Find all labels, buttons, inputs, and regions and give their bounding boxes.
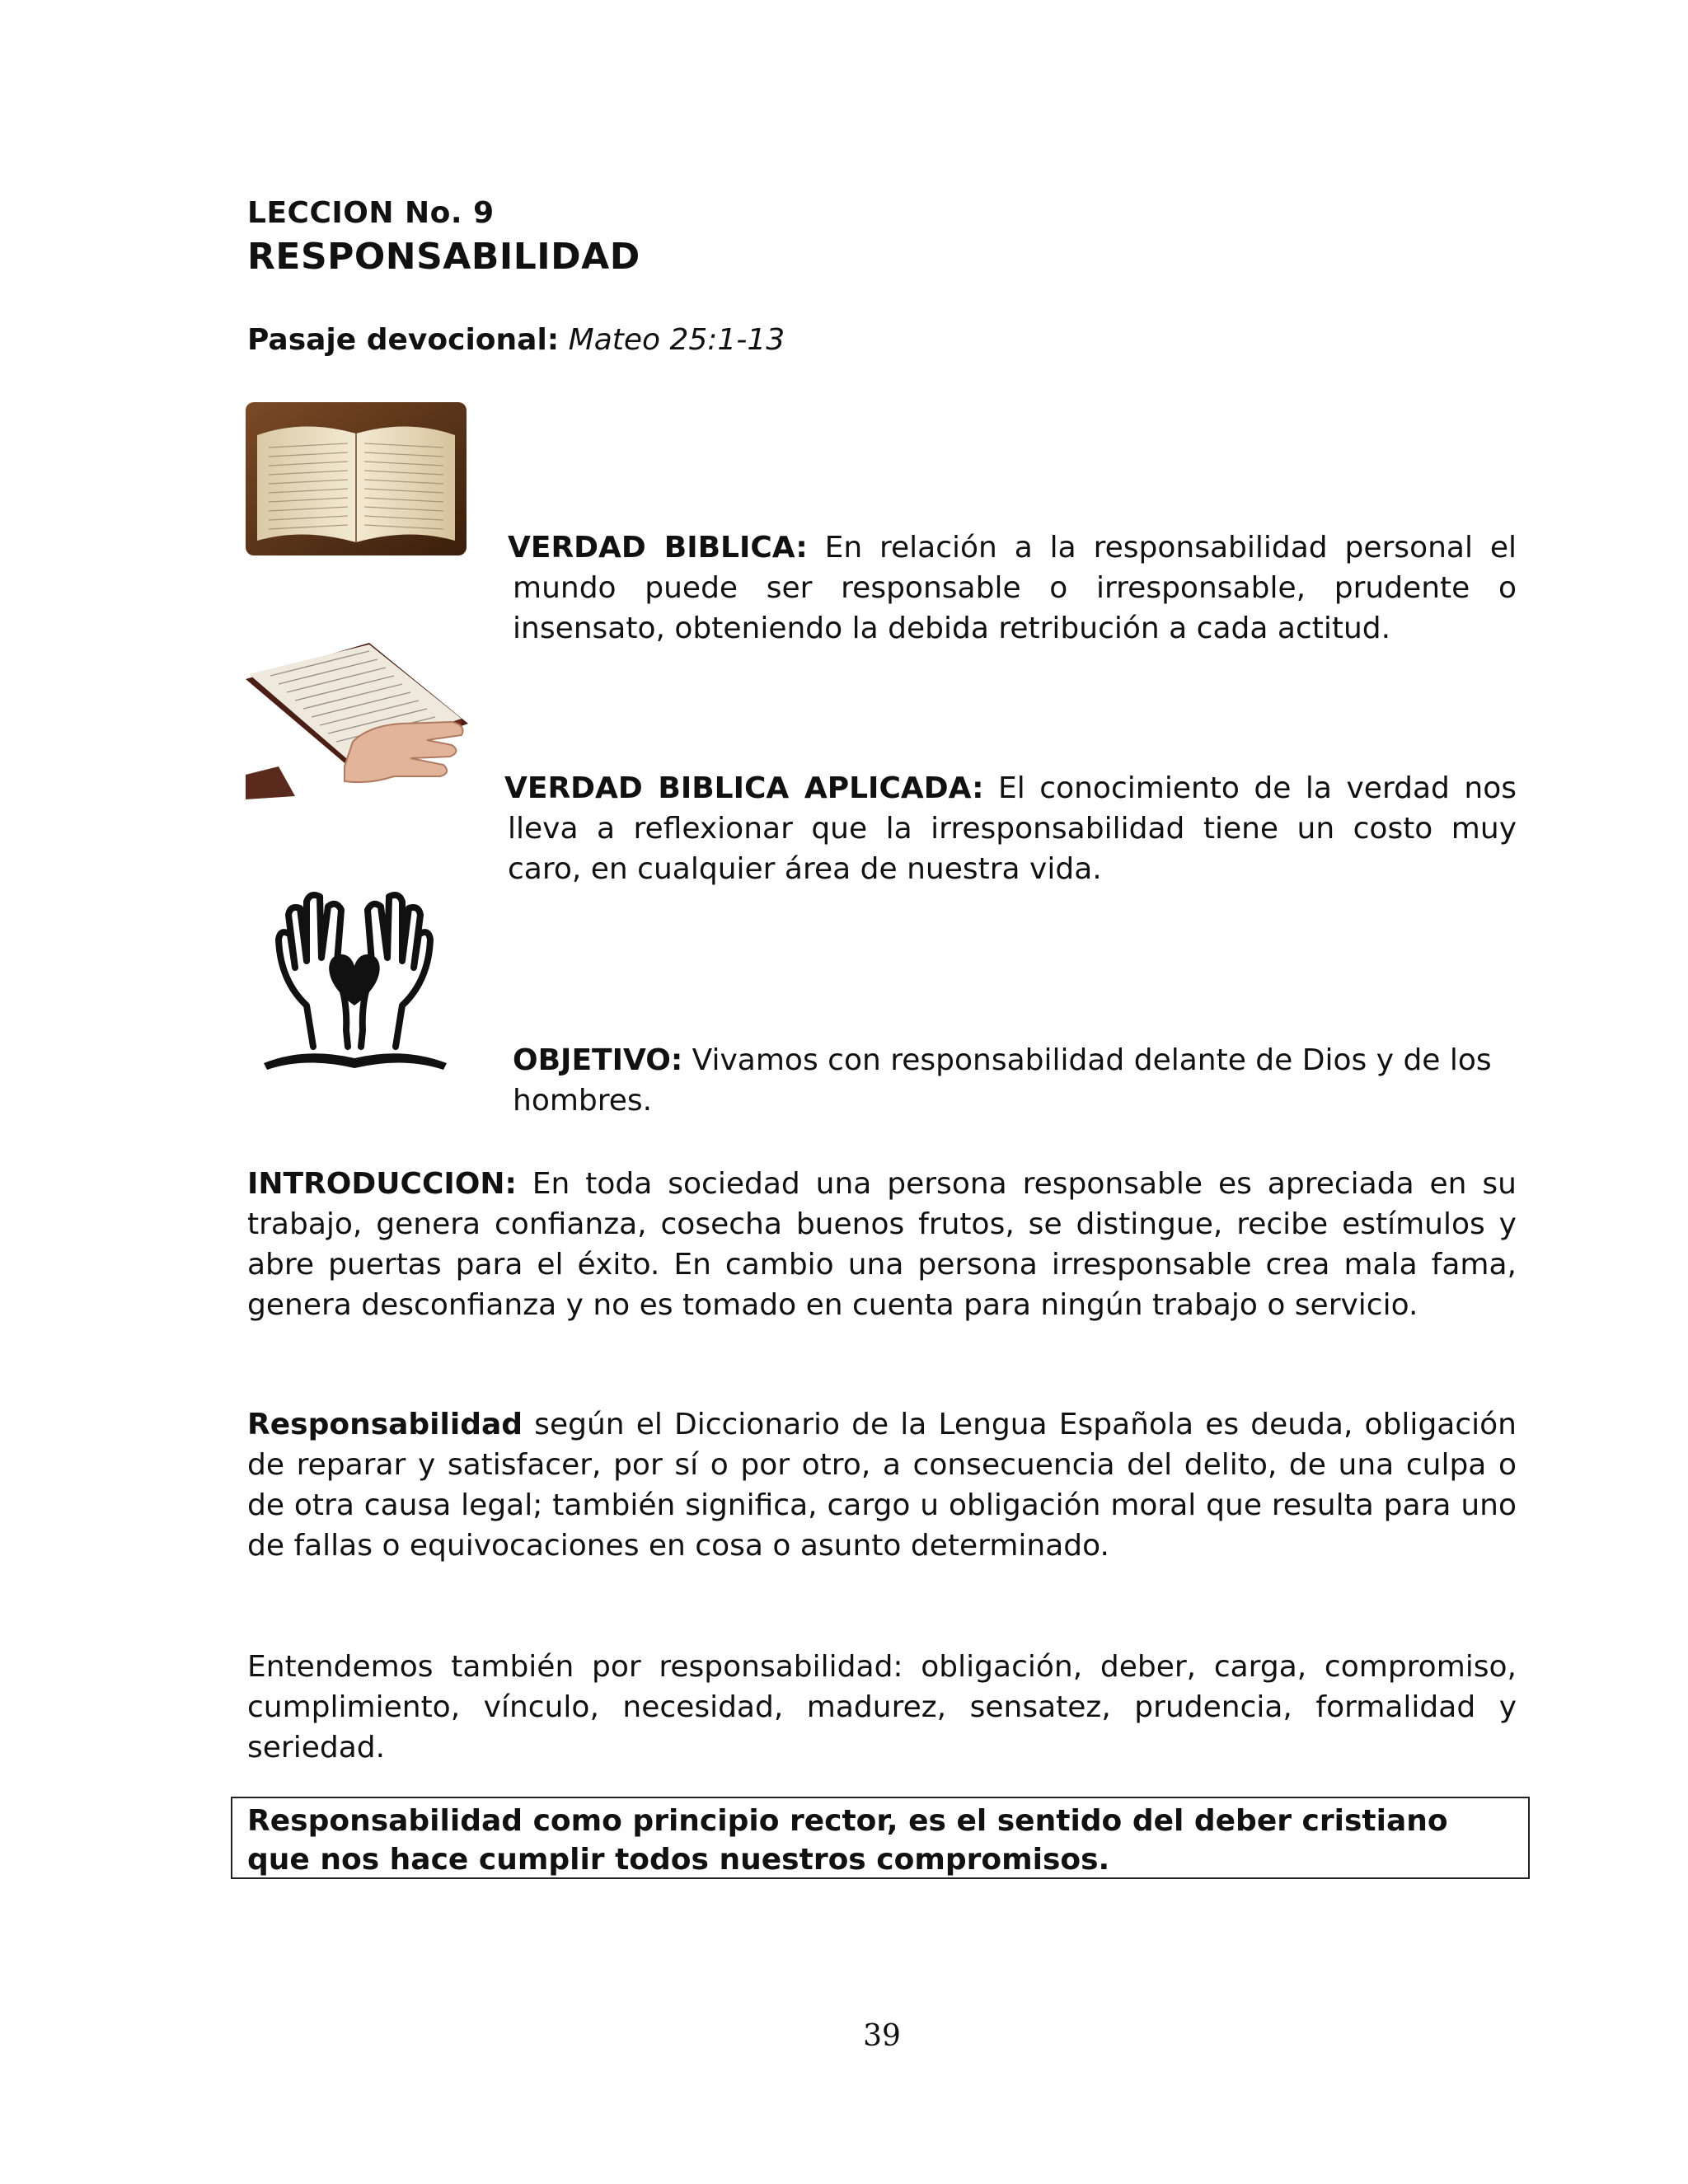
verdad-biblica-label: VERDAD BIBLICA: [508, 531, 808, 565]
introduccion-label: INTRODUCCION: [247, 1167, 517, 1201]
guiding-principle-box [231, 1797, 1530, 1879]
verdad-aplicada-section [504, 768, 1517, 889]
introduccion-section [247, 1164, 1517, 1325]
guiding-principle-text: Responsabilidad como principio rector, es el sentido del deber cristiano que nos hace cumplir todos nuestros compromisos. [247, 1804, 1448, 1877]
verdad-aplicada-text: El conocimiento de la verdad nos lleva a reflexionar que la irresponsabilidad tiene un costo muy caro, en cualquier área de nuestra vida. [508, 771, 1517, 886]
entendemos-paragraph: Entendemos también por responsabilidad: obligación, deber, carga, compromiso, cumplimiento, vínculo, necesidad, madurez, sensatez, prudencia, formalidad y seriedad. [247, 1650, 1517, 1765]
lesson-number: LECCION No. 9 [247, 196, 495, 230]
responsabilidad-label: Responsabilidad [247, 1408, 523, 1441]
objetivo-text: Vivamos con responsabilidad delante de Dios y de los hombres. [513, 1043, 1492, 1118]
open-bible-icon [246, 402, 467, 555]
verdad-biblica-text: En relación a la responsabilidad personal el mundo puede ser responsable o irresponsable, prudente o insensato, obteniendo la debida retribución a cada actitud. [513, 531, 1517, 645]
responsabilidad-text: según el Diccionario de la Lengua Española es deuda, obligación de reparar y satisfacer, por sí o por otro, a consecuencia del delito, de una culpa o de otra causa legal; también significa, cargo u obligación moral que resulta para uno de fallas o equivocaciones en cosa o asunto determinado. [247, 1408, 1517, 1563]
hand-reading-bible-icon [246, 643, 468, 799]
introduccion-text: En toda sociedad una persona responsable es apreciada en su trabajo, genera confianza, cosecha buenos frutos, se distingue, recibe estímulos y abre puertas para el éxito. En cambio una persona irresponsable crea mala fama, genera desconfianza y no es tomado en cuenta para ningún trabajo o servicio. [247, 1167, 1517, 1322]
responsabilidad-definition [247, 1404, 1517, 1566]
hands-heart-book-icon [256, 882, 453, 1080]
verdad-aplicada-label: VERDAD BIBLICA APLICADA: [504, 771, 984, 805]
objetivo-label: OBJETIVO: [513, 1043, 683, 1077]
lesson-title: RESPONSABILIDAD [247, 236, 640, 278]
objetivo-section [513, 1040, 1502, 1121]
devotional-passage [247, 323, 785, 357]
passage-label: Pasaje devocional: [247, 323, 560, 357]
passage-reference: Mateo 25:1-13 [568, 323, 785, 357]
page-number: 39 [863, 2019, 901, 2053]
verdad-biblica-section [508, 527, 1517, 649]
